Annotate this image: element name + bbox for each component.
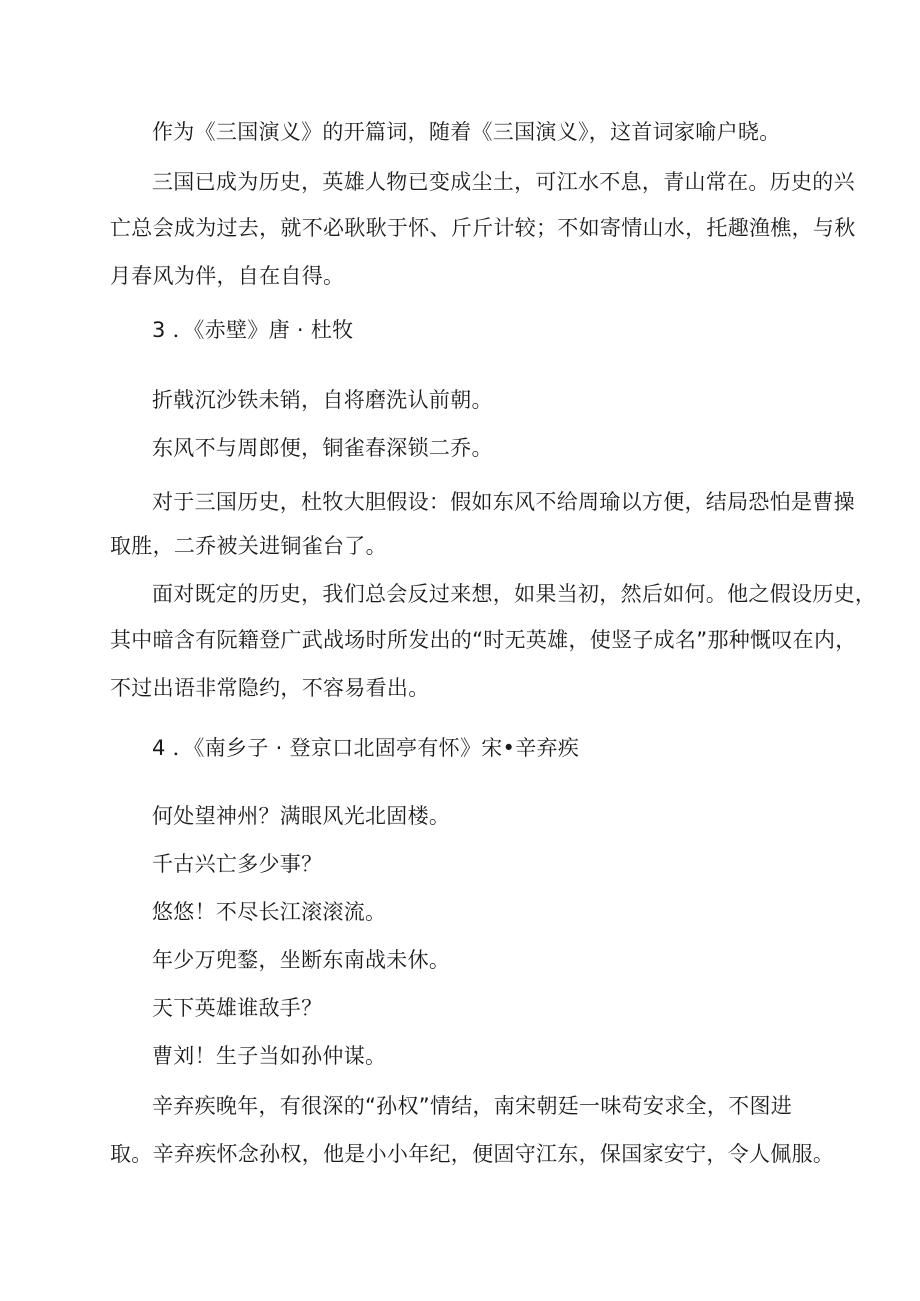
poem-line: 年少万兜鍪，坐断东南战未休。 <box>152 948 451 972</box>
poem-line: 东风不与周郎便，铜雀春深锁二乔。 <box>152 436 493 460</box>
section-heading: 4 ．《南乡子 · 登京口北固亭有怀》宋•辛弃疾 <box>152 736 580 760</box>
text-line: 不过出语非常隐约，不容易看出。 <box>110 676 430 700</box>
text-line: 辛弃疾晚年，有很深的“孙权”情结，南宋朝廷一味苟安求全，不图进 <box>152 1094 793 1118</box>
poem-line: 悠悠！不尽长江滚滚流。 <box>152 900 387 924</box>
poem-line: 曹刘！生子当如孙仲谋。 <box>152 1044 387 1068</box>
text-line: 面对既定的历史，我们总会反过来想，如果当初，然后如何。他之假设历史， <box>152 582 877 606</box>
poem-line: 千古兴亡多少事？ <box>152 852 323 876</box>
poem-line: 何处望神州？满眼风光北固楼。 <box>152 804 451 828</box>
section-heading: 3 ．《赤壁》唐 · 杜牧 <box>152 318 354 342</box>
text-line: 取胜，二乔被关进铜雀台了。 <box>110 534 387 558</box>
text-line: 亡总会成为过去，就不必耿耿于怀、斤斤计较；不如寄情山水，托趣渔樵，与秋 <box>110 216 856 240</box>
text-line: 三国已成为历史，英雄人物已变成尘土，可江水不息，青山常在。历史的兴 <box>152 170 855 194</box>
text-line: 取。辛弃疾怀念孙权，他是小小年纪，便固守江东，保国家安宁，令人佩服。 <box>110 1142 835 1166</box>
poem-line: 天下英雄谁敌手？ <box>152 996 323 1020</box>
poem-line: 折戟沉沙铁未销，自将磨洗认前朝。 <box>152 388 493 412</box>
text-line: 其中暗含有阮籍登广武战场时所发出的“时无英雄，使竖子成名”那种慨叹在内， <box>110 628 857 652</box>
text-line: 对于三国历史，杜牧大胆假设：假如东风不给周瑜以方便，结局恐怕是曹操 <box>152 490 855 514</box>
text-line: 月春风为伴，自在自得。 <box>110 264 345 288</box>
text-line: 作为《三国演义》的开篇词，随着《三国演义》，这首词家喻户晓。 <box>152 120 781 144</box>
